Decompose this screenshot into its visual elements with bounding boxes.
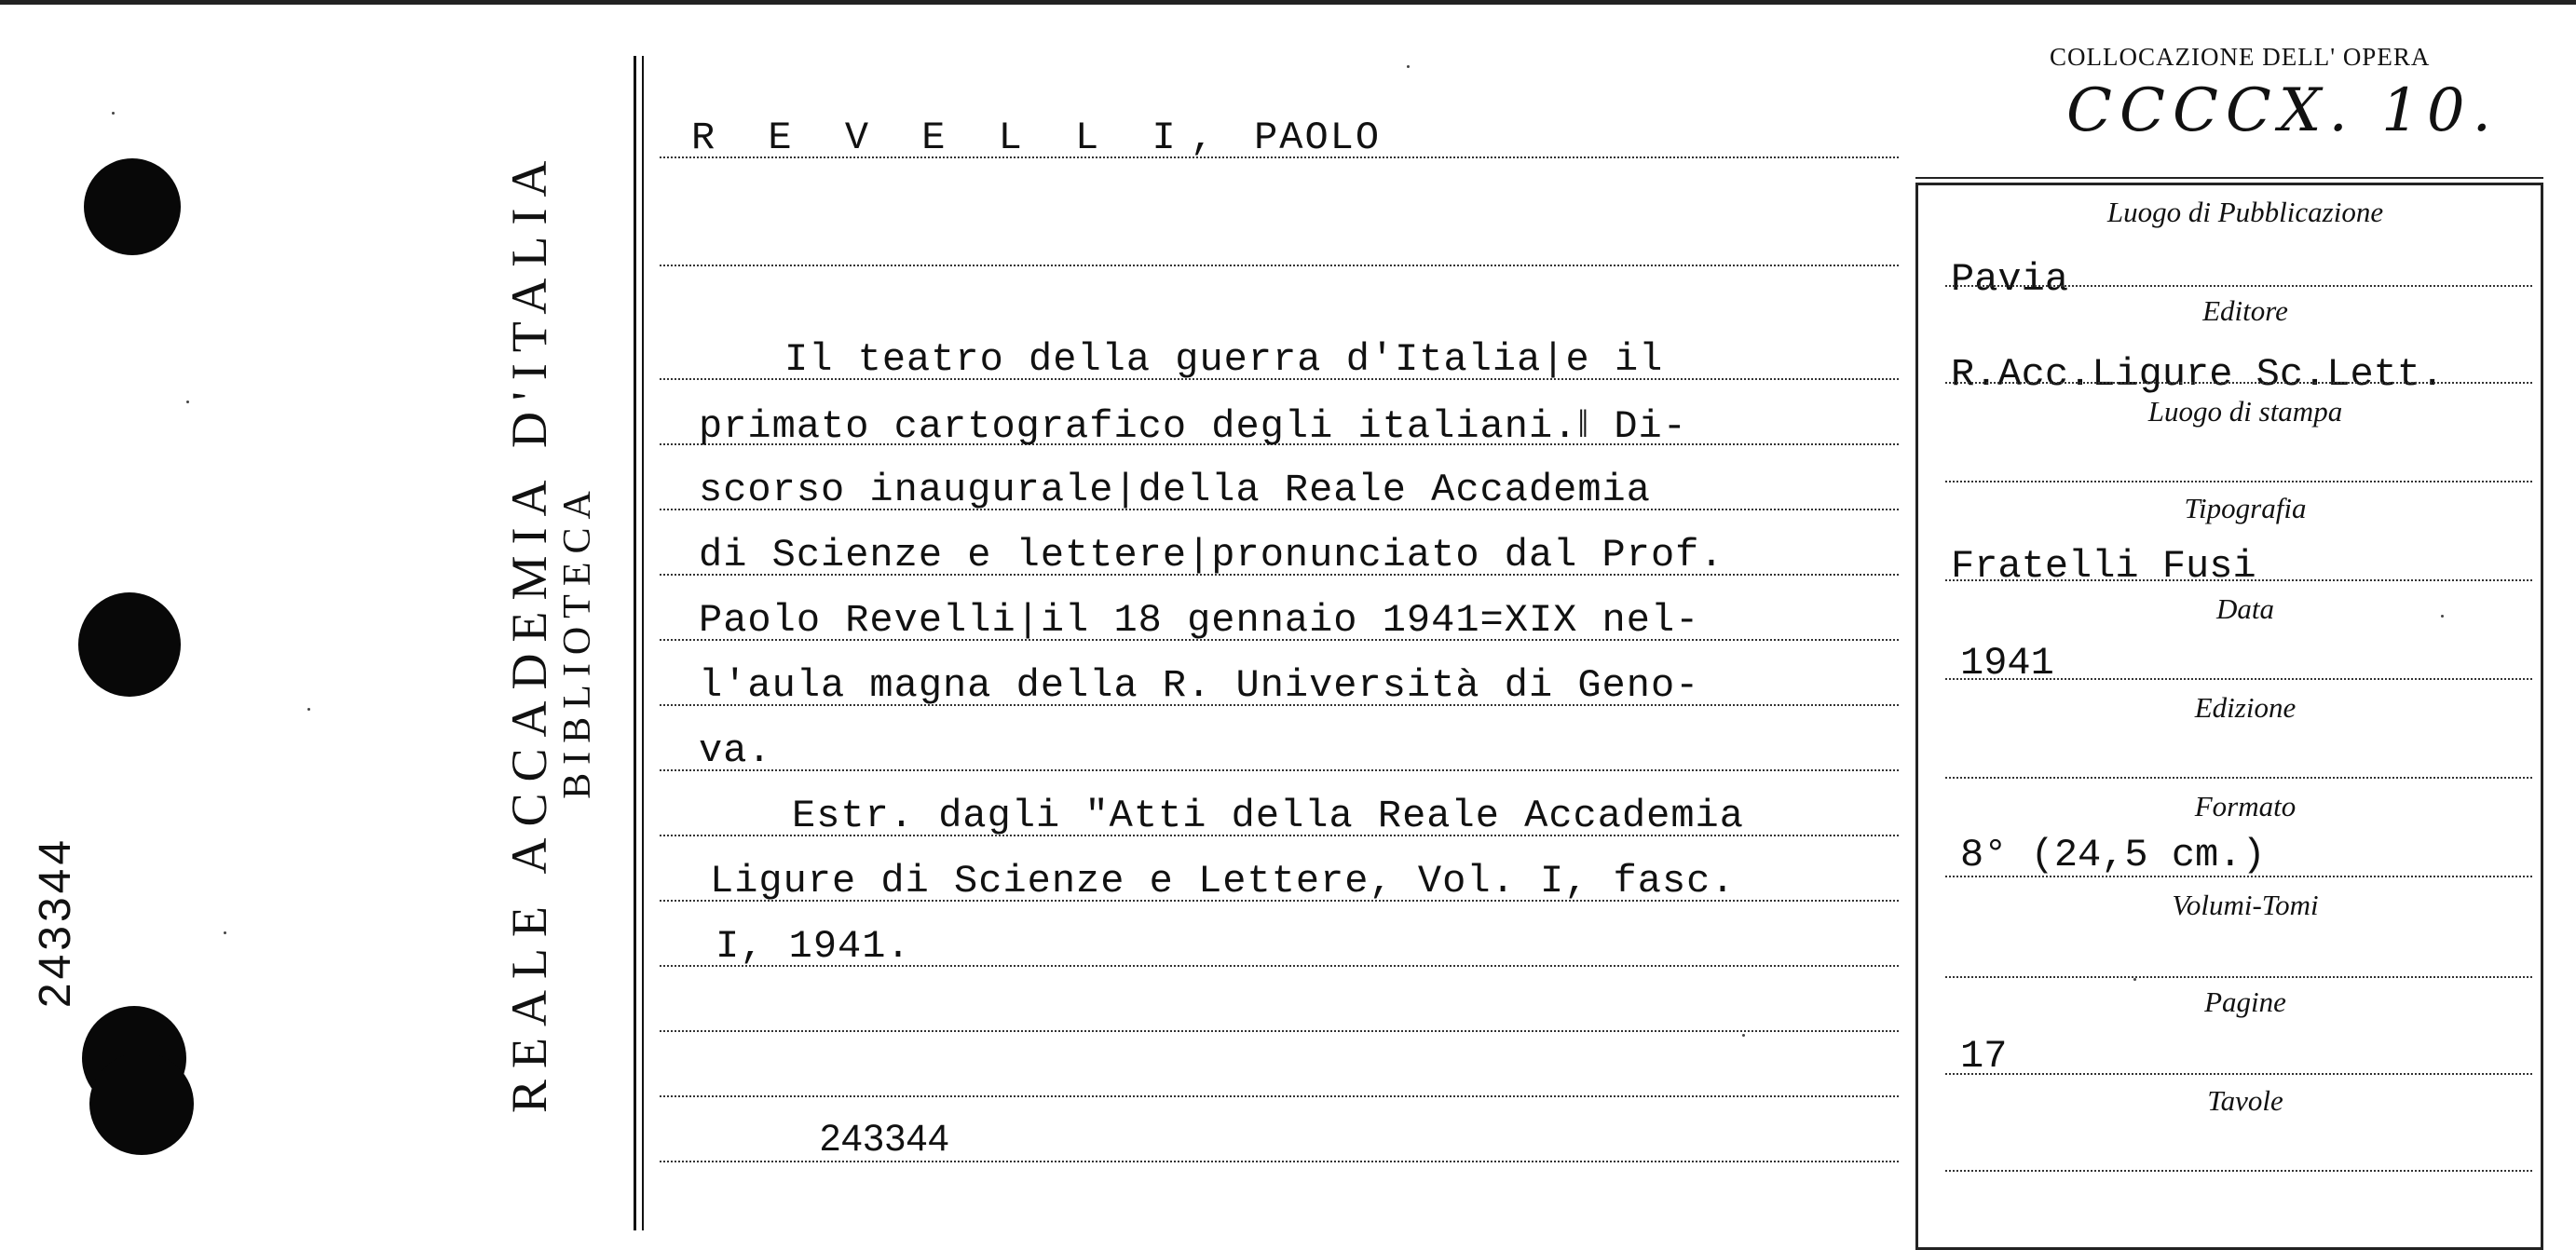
paper-speck [186,401,189,403]
field-label-pages: Pagine [2204,985,2286,1018]
note-line: I, 1941. [716,924,911,969]
punch-hole [78,592,181,697]
author-forename: PAOLO [1228,115,1382,160]
shelfmark: CCCCX. 10. [2066,76,2499,145]
field-line [1945,876,2532,877]
field-value-pages: 17 [1960,1034,2008,1079]
field-label-date: Data [2216,592,2274,625]
title-line: Paolo Revelli|il 18 gennaio 1941=XIX nel- [699,598,1700,643]
paper-speck [1407,65,1410,68]
entry-line [660,1030,1899,1032]
paper-speck [1742,1034,1745,1037]
entry-line [660,1161,1899,1162]
entry-line [660,769,1899,771]
paper-speck [112,112,115,115]
punch-hole [84,158,181,255]
title-line: scorso inaugurale|della Reale Accademia [699,468,1651,512]
field-value-format: 8° (24,5 cm.) [1960,833,2266,877]
field-label-edition: Edizione [2194,691,2297,724]
note-line: Estr. dagli "Atti della Reale Accademia [792,794,1744,838]
paper-speck [224,931,226,934]
accession-number: 243344 [820,1118,950,1159]
paper-speck [2441,615,2444,618]
institution-name: REALE ACCADEMIA D'ITALIA [501,149,557,1113]
field-label-plates: Tavole [2207,1084,2283,1117]
field-value-printer: Fratelli Fusi [1951,544,2256,589]
title-line: va. [699,728,772,773]
field-label-printer: Tipografia [2184,492,2307,524]
field-line [1945,285,2532,287]
author-heading [691,115,1381,160]
field-value-place-of-publication: Pavia [1951,257,2069,302]
title-line: Il teatro della guerra d'Italia|e il [784,337,1664,382]
left-margin-rule [634,56,636,1230]
field-line [1945,1170,2532,1172]
field-value-publisher: R.Acc.Ligure Sc.Lett. [1951,352,2445,397]
title-line: l'aula magna della R. Università di Geno- [699,663,1700,708]
entry-line [660,265,1899,266]
inventory-number: 243344 [31,836,80,1009]
field-line [1945,579,2532,581]
field-line [1945,976,2532,978]
author-surname: R E V E L L I, [691,115,1229,160]
details-panel-rule [1915,177,2543,179]
punch-hole [89,1053,194,1155]
paper-speck [2133,978,2136,981]
field-label-format: Formato [2194,790,2297,822]
paper-speck [307,708,310,711]
title-line: di Scienze e lettere|pronunciato dal Prof. [699,533,1724,577]
library-name: BIBLIOTECA [556,482,599,799]
field-label-place-of-publication: Luogo di Pubblicazione [2106,196,2384,228]
field-line [1945,382,2532,384]
left-margin-rule [642,56,644,1230]
field-line [1945,481,2532,482]
field-label-volumes: Volumi-Tomi [2172,889,2319,921]
note-line: Ligure di Scienze e Lettere, Vol. I, fasc. [710,859,1736,904]
title-line: primato cartografico degli italiani.‖ Di- [699,404,1687,449]
field-label-place-of-printing: Luogo di stampa [2147,395,2343,428]
field-line [1945,678,2532,680]
field-line [1945,1073,2532,1075]
entry-line [660,1095,1899,1097]
field-label-publisher: Editore [2202,294,2288,327]
collocation-label: COLLOCAZIONE DELL' OPERA [2050,43,2431,71]
field-value-date: 1941 [1960,641,2054,686]
card-top-edge [0,0,2576,5]
field-line [1945,777,2532,779]
